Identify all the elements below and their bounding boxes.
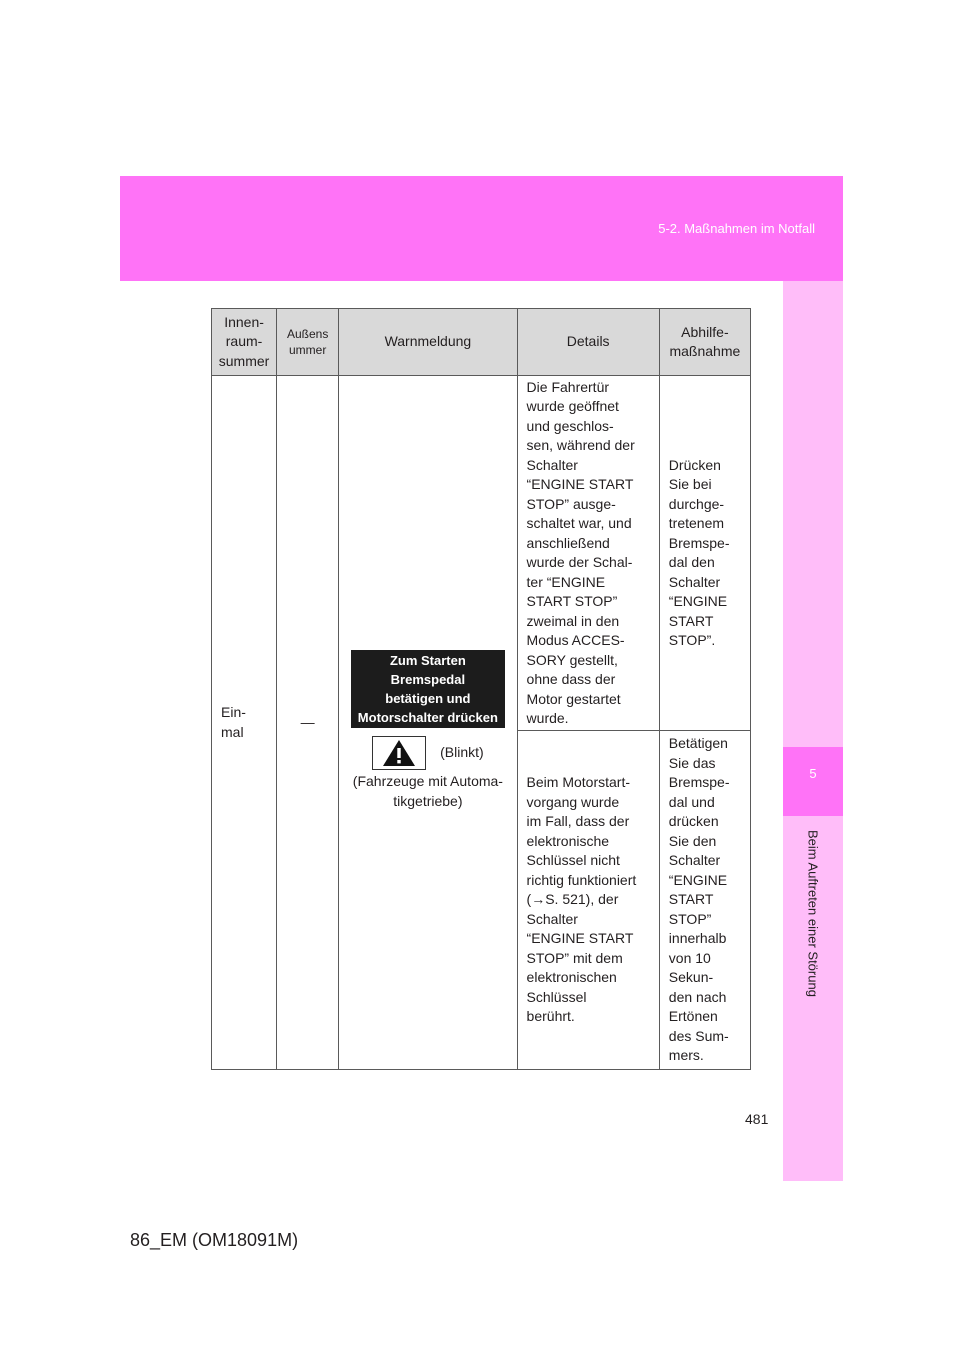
side-strip [783,281,843,1181]
remedy-cell-2: Betätigen Sie das Bremspe- dal und drücken Sie den Schalter “ENGINE START STOP” innerhalb von 10 Sekun- den nach Ertönen des Sum- mers. [659,731,750,1070]
chapter-title: Beim Auftreten einer Störung [805,830,821,997]
chapter-number: 5 [809,766,817,781]
header-warning-message: Warnmeldung [339,309,517,376]
header-remedy: Abhilfe- maßnahme [659,309,750,376]
exterior-buzzer-cell: — [277,376,339,1070]
warning-triangle-icon [372,736,426,770]
table-header-row [212,309,751,376]
details-cell-2: Beim Motorstart- vorgang wurde im Fall, dass der elektronische Schlüssel nicht richtig funktioniert (→S. 521), der Schalter “ENGINE START STOP” mit dem elektronischen Schlüssel berührt. [517,731,659,1070]
page-number: 481 [745,1111,769,1127]
footer-code: 86_EM (OM18091M) [130,1230,299,1250]
details-cell-1: Die Fahrertür wurde geöffnet und geschlos- sen, während der Schalter “ENGINE START STOP” ausge- schaltet war, und anschließend wurde der Schal- ter “ENGINE START STOP” zweimal in den Modus ACCES- SORY gestellt, ohne dass der Motor gestartet wurde. [517,376,659,731]
warning-message-cell [339,376,517,1070]
vehicle-note: (Fahrzeuge mit Automa- tikgetriebe) [352,773,503,809]
chapter-tab [783,747,843,816]
blink-label: (Blinkt) [440,744,484,761]
header-details: Details [517,309,659,376]
table-row [212,376,751,731]
warning-message-display: Zum Starten Bremspedal betätigen und Motorschalter drücken [351,650,505,728]
header-interior-buzzer: Innen- raum- summer [212,309,277,376]
warning-indicator-row [339,736,516,770]
header-exterior-buzzer: Außens ummer [277,309,339,376]
section-title: 5-2. Maßnahmen im Notfall [658,221,815,236]
interior-buzzer-cell: Ein- mal [212,376,277,1070]
remedy-cell-1: Drücken Sie bei durchge- tretenem Bremspe- dal den Schalter “ENGINE START STOP”. [659,376,750,731]
warning-table [211,308,751,1070]
